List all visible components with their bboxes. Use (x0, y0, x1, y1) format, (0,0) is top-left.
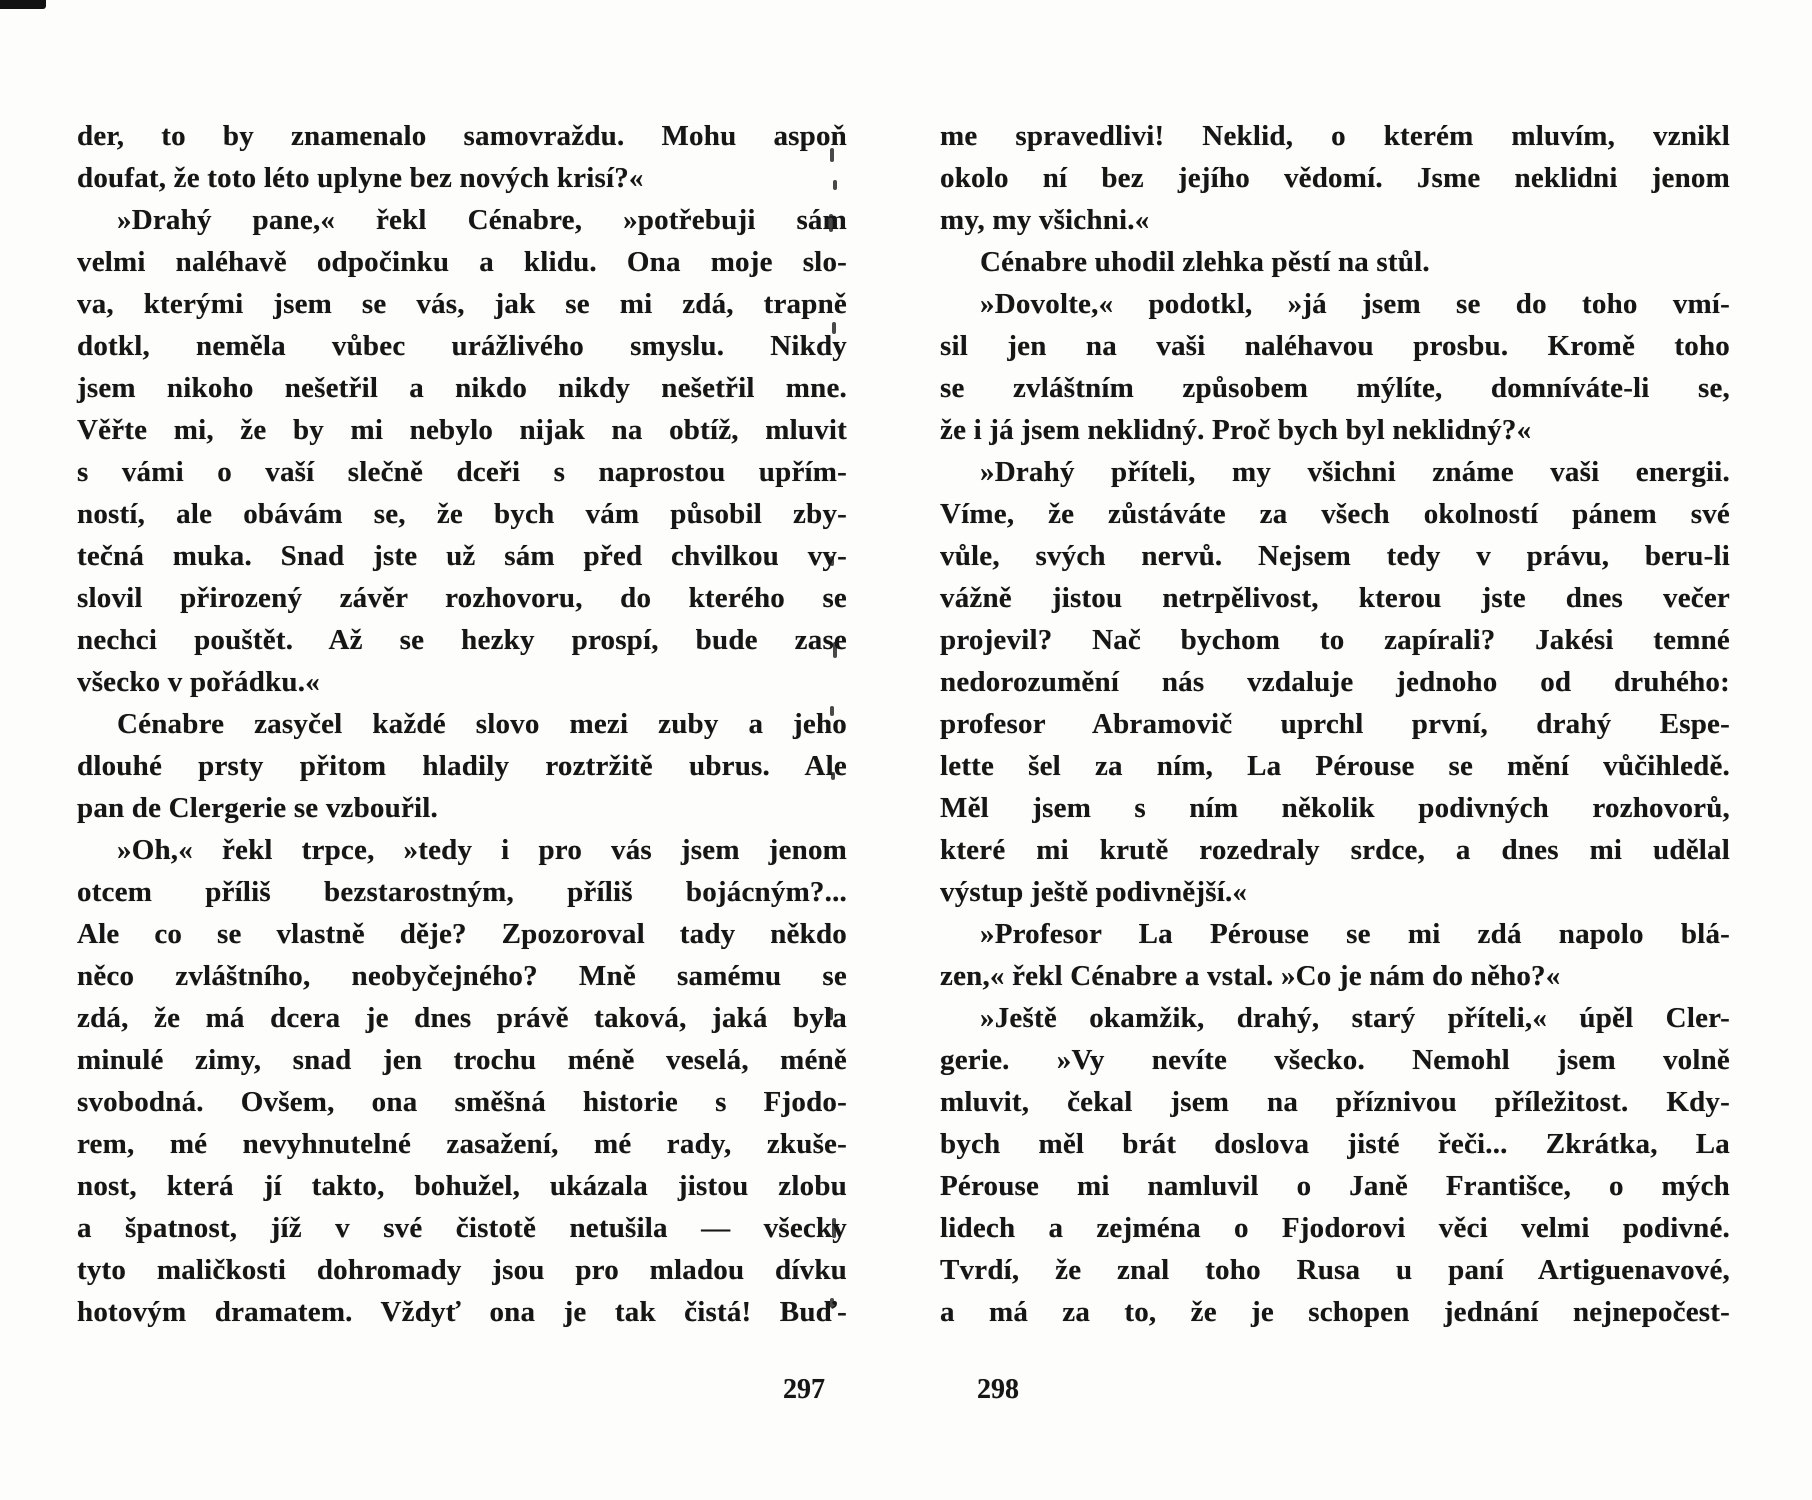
text-line: doufat, že toto léto uplyne bez nových krisí?« (77, 162, 644, 194)
text-line: my, my všichni.« (940, 204, 1150, 236)
text-line: profesor Abramovič uprchl první, drahý Espe- (940, 708, 1730, 740)
text-line: sil jen na vaši naléhavou prosbu. Kromě toho (940, 330, 1730, 362)
text-line: »Dovolte,« podotkl, »já jsem se do toho vmí- (980, 288, 1730, 320)
text-line: »Drahý pane,« řekl Cénabre, »potřebuji sám (117, 204, 847, 236)
text-line: ností, ale obávám se, že bych vám působil zby- (77, 498, 847, 530)
text-line: »Profesor La Pérouse se mi zdá napolo blá- (980, 918, 1730, 950)
text-line: gerie. »Vy nevíte všecko. Nemohl jsem volně (940, 1044, 1730, 1076)
text-line: Ale co se vlastně děje? Zpozoroval tady někdo (77, 918, 847, 950)
text-line: zen,« řekl Cénabre a vstal. »Co je nám do něho?« (940, 960, 1561, 992)
text-line: lette šel za ním, La Pérouse se mění vůčihledě. (940, 750, 1730, 782)
text-line: tečná muka. Snad jste už sám před chvilkou vy- (77, 540, 847, 572)
text-line: lidech a zejména o Fjodorovi věci velmi podivné. (940, 1212, 1730, 1244)
text-line: va, kterými jsem se vás, jak se mi zdá, trapně (77, 288, 847, 320)
text-line: »Drahý příteli, my všichni známe vaši energii. (980, 456, 1730, 488)
text-line: dlouhé prsty přitom hladily roztržitě ubrus. Ale (77, 750, 847, 782)
page-right-text-block (940, 115, 1730, 1333)
text-line: jsem nikoho nešetřil a nikdo nikdy nešetřil mne. (77, 372, 847, 404)
text-line: slovil přirozený závěr rozhovoru, do kterého se (77, 582, 847, 614)
text-line: otcem příliš bezstarostným, příliš bojácným?... (77, 876, 847, 908)
text-line: s vámi o vaší slečně dceři s naprostou upřím- (77, 456, 847, 488)
text-line: tyto maličkosti dohromady jsou pro mladou dívku (77, 1254, 847, 1286)
text-line: »Ještě okamžik, drahý, starý příteli,« úpěl Cler- (980, 1002, 1730, 1034)
text-line: Cénabre zasyčel každé slovo mezi zuby a jeho (117, 708, 847, 740)
text-line: me spravedlivi! Neklid, o kterém mluvím, vznikl (940, 120, 1730, 152)
scan-corner-artifact (0, 0, 46, 9)
text-line: zdá, že má dcera je dnes právě taková, jaká byla (77, 1002, 847, 1034)
text-line: Měl jsem s ním několik podivných rozhovorů, (940, 792, 1730, 824)
text-line: hotovým dramatem. Vždyť ona je tak čistá! Buď- (77, 1296, 847, 1328)
text-line: Tvrdí, že znal toho Rusa u paní Artiguenavové, (940, 1254, 1730, 1286)
text-line: Věřte mi, že by mi nebylo nijak na obtíž, mluvit (77, 414, 847, 446)
page-number-left: 297 (783, 1374, 825, 1405)
text-line: které mi krutě rozedraly srdce, a dnes mi udělal (940, 834, 1730, 866)
text-line: a má za to, že je schopen jednání nejnepočest- (940, 1296, 1730, 1328)
text-line: se zvláštním způsobem mýlíte, domníváte-li se, (940, 372, 1730, 404)
text-line: bych měl brát doslova jisté řeči... Zkrátka, La (940, 1128, 1730, 1160)
text-line: mluvit, čekal jsem na příznivou příležitost. Kdy- (940, 1086, 1730, 1118)
text-line: nost, která jí takto, bohužel, ukázala jistou zlobu (77, 1170, 847, 1202)
text-line: Pérouse mi namluvil o Janě Františce, o mých (940, 1170, 1730, 1202)
text-line: a špatnost, jíž v své čistotě netušila — všecky (77, 1212, 847, 1244)
text-line: vážně jistou netrpělivost, kterou jste dnes večer (940, 582, 1730, 614)
page-left-text-block (77, 115, 847, 1333)
text-line: dotkl, neměla vůbec urážlivého smyslu. Nikdy (77, 330, 847, 362)
text-line: velmi naléhavě odpočinku a klidu. Ona moje slo- (77, 246, 847, 278)
text-line: něco zvláštního, neobyčejného? Mně samému se (77, 960, 847, 992)
text-line: Cénabre uhodil zlehka pěstí na stůl. (980, 246, 1430, 278)
text-line: projevil? Nač bychom to zapírali? Jakési temné (940, 624, 1730, 656)
text-line: nedorozumění nás vzdaluje jednoho od druhého: (940, 666, 1730, 698)
text-line: nechci pouštět. Až se hezky prospí, bude zase (77, 624, 847, 656)
text-line: svobodná. Ovšem, ona směšná historie s Fjodo- (77, 1086, 847, 1118)
text-line: že i já jsem neklidný. Proč bych byl neklidný?« (940, 414, 1532, 446)
text-line: okolo ní bez jejího vědomí. Jsme neklidni jenom (940, 162, 1730, 194)
text-line: Víme, že zůstáváte za všech okolností pánem své (940, 498, 1730, 530)
text-line: všecko v pořádku.« (77, 666, 320, 698)
text-line: der, to by znamenalo samovraždu. Mohu aspoň (77, 120, 847, 152)
text-line: rem, mé nevyhnutelné zasažení, mé rady, zkuše- (77, 1128, 847, 1160)
text-line: vůle, svých nervů. Nejsem tedy v právu, beru-li (940, 540, 1730, 572)
text-line: pan de Clergerie se vzbouřil. (77, 792, 438, 824)
text-line: výstup ještě podivnější.« (940, 876, 1248, 908)
text-line: »Oh,« řekl trpce, »tedy i pro vás jsem jenom (117, 834, 847, 866)
page-number-right: 298 (977, 1374, 1019, 1405)
text-line: minulé zimy, snad jen trochu méně veselá, méně (77, 1044, 847, 1076)
